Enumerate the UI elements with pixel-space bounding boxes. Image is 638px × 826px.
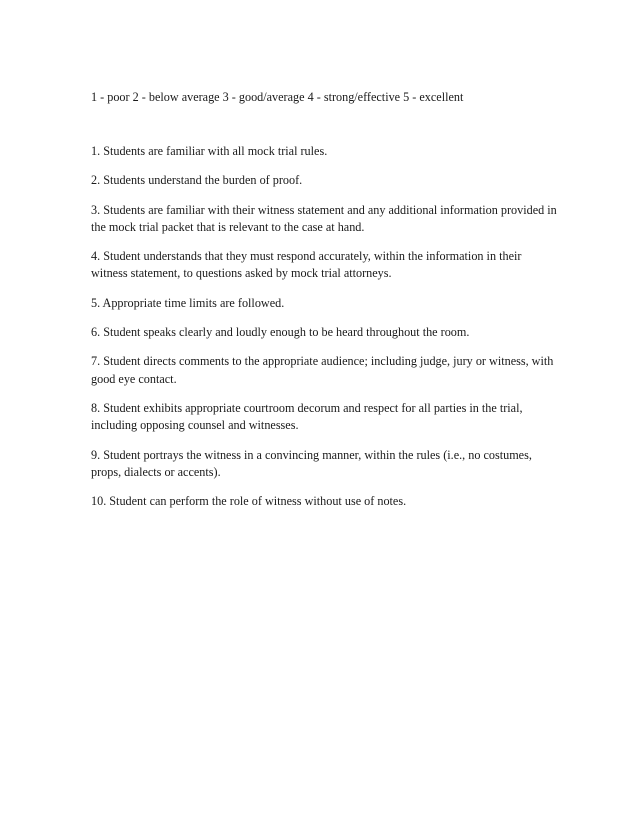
criterion-text: 5. Appropriate time limits are followed. <box>91 295 285 310</box>
criterion-item <box>91 353 561 388</box>
criterion-item <box>91 202 561 237</box>
criterion-item <box>91 324 561 341</box>
criterion-text: 8. Student exhibits appropriate courtroom decorum and respect for all parties in the trial, including opposing counsel and witnesses. <box>91 400 523 433</box>
criteria-list <box>91 143 561 522</box>
criterion-text: 9. Student portrays the witness in a convincing manner, within the rules (i.e., no costumes, props, dialects or accents). <box>91 447 532 479</box>
rating-scale: 1 - poor 2 - below average 3 - good/average 4 - strong/effective 5 - excellent <box>91 90 464 104</box>
criterion-item <box>91 172 561 189</box>
criterion-text: 4. Student understands that they must respond accurately, within the information in their witness statement, to questions asked by mock trial attorneys. <box>91 249 522 281</box>
criterion-text: 10. Student can perform the role of witness without use of notes. <box>91 494 407 509</box>
criterion-text: 2. Students understand the burden of proof. <box>91 173 303 188</box>
criterion-item <box>91 400 561 435</box>
criterion-item <box>91 493 561 510</box>
criterion-text: 7. Student directs comments to the appropriate audience; including judge, jury or witness, with good eye contact. <box>91 354 554 386</box>
criterion-text: 6. Student speaks clearly and loudly enough to be heard throughout the room. <box>91 325 470 340</box>
criterion-item <box>91 248 561 283</box>
criterion-text: 3. Students are familiar with their witness statement and any additional information provided in the mock trial packet that is relevant to the case at hand. <box>91 202 557 234</box>
criterion-item <box>91 143 561 160</box>
criterion-item <box>91 295 561 312</box>
criterion-item <box>91 447 561 482</box>
criterion-text: 1. Students are familiar with all mock trial rules. <box>91 144 328 158</box>
